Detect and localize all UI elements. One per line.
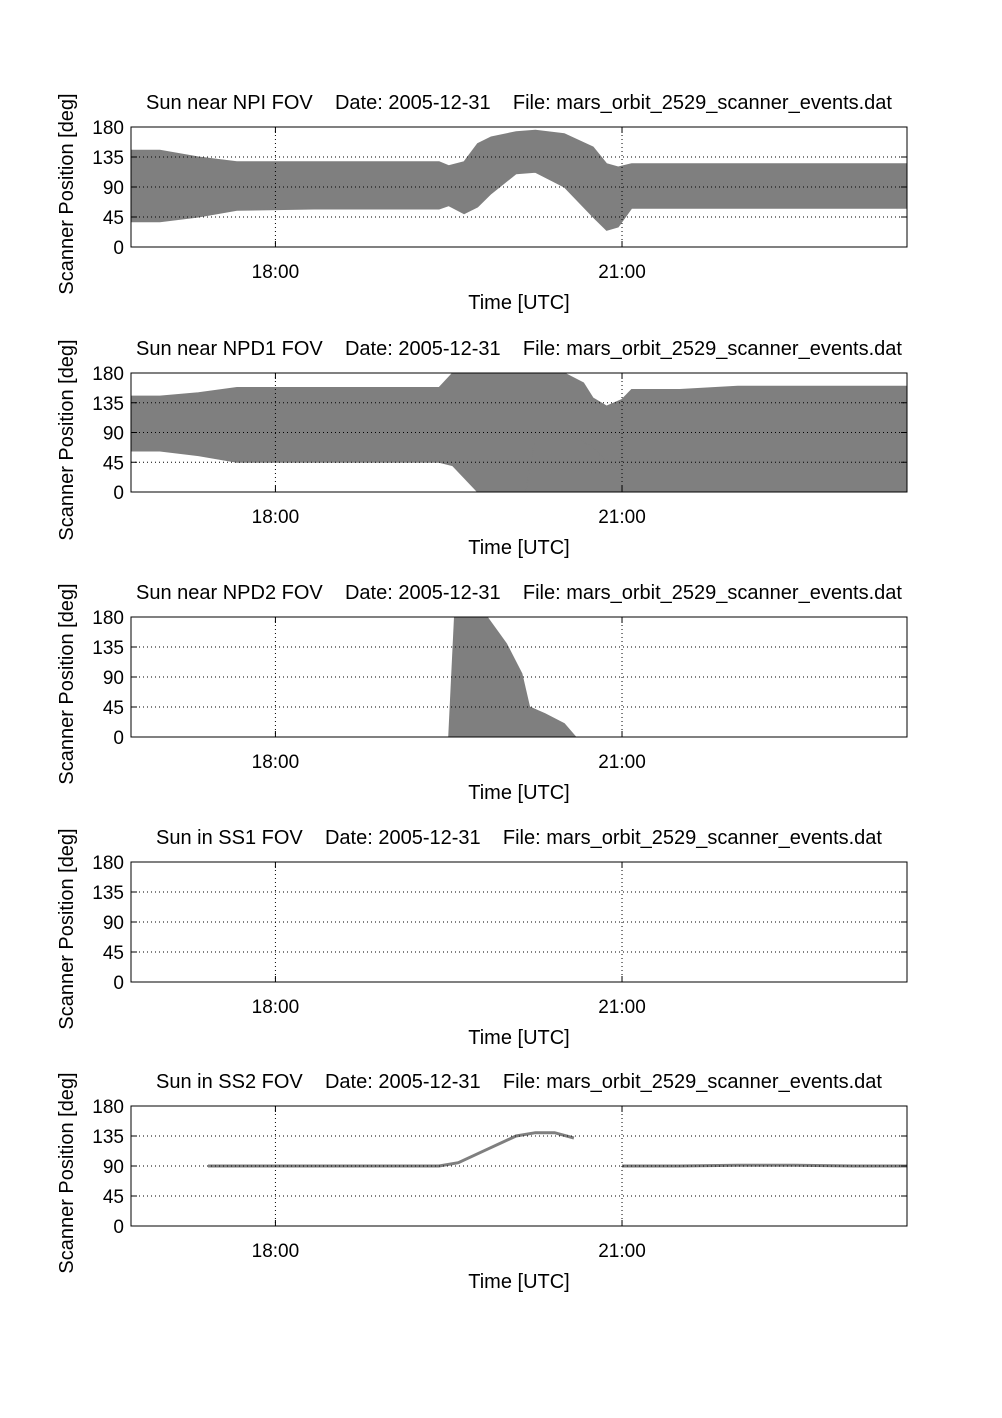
ytick-label: 135 <box>92 148 124 169</box>
y-axis-label: Scanner Position [deg] <box>56 583 78 785</box>
ytick-label: 180 <box>92 118 124 139</box>
ytick-label: 45 <box>102 453 124 475</box>
ytick-label: 0 <box>113 973 124 994</box>
ytick-label: 180 <box>92 364 124 385</box>
x-axis-label: Time [UTC] <box>468 537 570 559</box>
chart-title: Sun in SS2 FOV Date: 2005-12-31 File: mars_orbit_2529_scanner_events.dat <box>156 1071 882 1093</box>
ytick-label: 90 <box>102 1157 124 1178</box>
xtick-label: 21:00 <box>598 752 646 773</box>
xtick-label: 21:00 <box>598 997 646 1018</box>
y-axis-label: Scanner Position [deg] <box>56 1072 78 1274</box>
line-series-2 <box>622 1165 907 1166</box>
ytick-label: 45 <box>102 698 124 719</box>
subplot-3 <box>56 582 907 804</box>
ytick-label: 135 <box>92 883 124 904</box>
ytick-label: 135 <box>92 1127 124 1148</box>
ytick-label: 180 <box>92 853 124 874</box>
ytick-label: 90 <box>102 913 124 934</box>
ytick-label: 90 <box>102 668 124 689</box>
x-axis-label: Time [UTC] <box>468 1027 570 1049</box>
subplot-5 <box>56 1071 907 1293</box>
x-axis-label: Time [UTC] <box>468 1271 570 1293</box>
y-axis-label: Scanner Position [deg] <box>56 93 78 295</box>
xtick-label: 18:00 <box>251 997 300 1018</box>
xtick-label: 18:00 <box>251 752 300 773</box>
ytick-label: 90 <box>102 178 124 199</box>
y-axis-label: Scanner Position [deg] <box>56 339 78 541</box>
xtick-label: 18:00 <box>251 507 300 528</box>
xtick-label: 18:00 <box>251 262 300 283</box>
chart-title: Sun near NPD1 FOV Date: 2005-12-31 File: mars_orbit_2529_scanner_events.dat <box>136 338 902 360</box>
chart-title: Sun in SS1 FOV Date: 2005-12-31 File: mars_orbit_2529_scanner_events.dat <box>156 827 882 849</box>
xtick-label: 21:00 <box>598 262 646 283</box>
subplot-1 <box>56 92 907 314</box>
chart-title: Sun near NPD2 FOV Date: 2005-12-31 File: mars_orbit_2529_scanner_events.dat <box>136 582 902 604</box>
xtick-label: 18:00 <box>251 1241 300 1262</box>
xtick-label: 21:00 <box>598 507 646 528</box>
ytick-label: 45 <box>102 208 124 229</box>
subplot-4 <box>56 827 907 1049</box>
ytick-label: 135 <box>92 638 124 659</box>
x-axis-label: Time [UTC] <box>468 292 570 314</box>
ytick-label: 180 <box>92 1097 124 1118</box>
xtick-label: 21:00 <box>598 1241 646 1262</box>
x-axis-label: Time [UTC] <box>468 782 570 804</box>
ytick-label: 135 <box>92 393 124 415</box>
ytick-label: 0 <box>113 728 124 749</box>
y-axis-label: Scanner Position [deg] <box>56 828 78 1030</box>
ytick-label: 180 <box>92 608 124 629</box>
ytick-label: 0 <box>113 483 124 504</box>
subplot-2 <box>56 338 907 559</box>
chart-title: Sun near NPI FOV Date: 2005-12-31 File: mars_orbit_2529_scanner_events.dat <box>146 92 892 114</box>
ytick-label: 90 <box>102 423 124 445</box>
ytick-label: 0 <box>113 1217 124 1238</box>
ytick-label: 45 <box>102 1187 124 1208</box>
ytick-label: 45 <box>102 943 124 964</box>
ytick-label: 0 <box>113 238 124 259</box>
